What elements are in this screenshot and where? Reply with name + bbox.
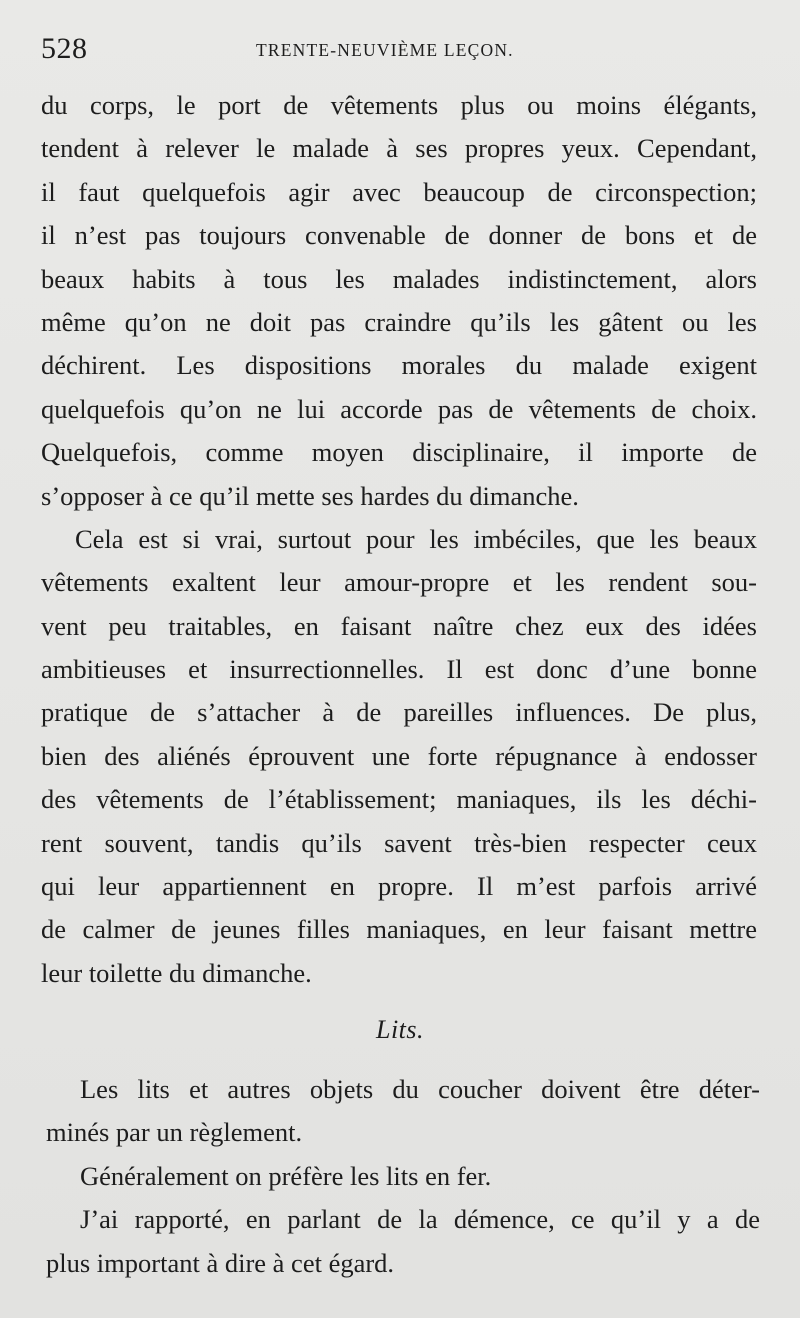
page-number: 528 xyxy=(41,32,88,65)
text-line: il n’est pas toujours convenable de donner de bons et de xyxy=(41,220,757,251)
text-line: tendent à relever le malade à ses propres yeux. Cependant, xyxy=(41,133,757,164)
text-line: ambitieuses et insurrectionnelles. Il est donc d’une bonne xyxy=(41,654,757,685)
text-line: du corps, le port de vêtements plus ou moins élégants, xyxy=(41,90,757,120)
section-heading: Lits. xyxy=(375,1015,425,1044)
text-line: Quelquefois, comme moyen disciplinaire, il importe de xyxy=(41,437,757,468)
text-line: même qu’on ne doit pas craindre qu’ils les gâtent ou les xyxy=(41,306,757,337)
text-line: déchirent. Les dispositions morales du malade exigent xyxy=(41,350,757,381)
section-text xyxy=(46,1068,760,1285)
text-line: beaux habits à tous les malades indistinctement, alors xyxy=(41,263,757,294)
text-line: Les lits et autres objets du coucher doivent être déter- xyxy=(80,1074,760,1104)
text-line: qui leur appartiennent en propre. Il m’est parfois arrivé xyxy=(41,871,757,902)
text-line: J’ai rapporté, en parlant de la démence, ce qu’il y a de xyxy=(80,1204,760,1235)
text-line: s’opposer à ce qu’il mette ses hardes du dimanche. xyxy=(41,480,579,511)
text-line: pratique de s’attacher à de pareilles influences. De plus, xyxy=(41,697,757,728)
text-line: plus important à dire à cet égard. xyxy=(46,1247,395,1278)
running-head: TRENTE-NEUVIÈME LEÇON. xyxy=(256,40,514,60)
text-line: de calmer de jeunes filles maniaques, en leur faisant mettre xyxy=(41,914,757,945)
text-line: quelquefois qu’on ne lui accorde pas de vêtements de choix. xyxy=(41,393,757,424)
main-text xyxy=(41,84,757,995)
text-line: vêtements exaltent leur amour-propre et les rendent sou- xyxy=(41,567,757,598)
text-line: bien des aliénés éprouvent une forte répugnance à endosser xyxy=(41,740,757,771)
text-line: Cela est si vrai, surtout pour les imbéciles, que les beaux xyxy=(75,523,757,554)
text-line: vent peu traitables, en faisant naître chez eux des idées xyxy=(41,610,757,641)
text-line: rent souvent, tandis qu’ils savent très-bien respecter ceux xyxy=(41,827,757,858)
text-line: leur toilette du dimanche. xyxy=(41,957,312,988)
text-line: des vêtements de l’établissement; maniaques, ils les déchi- xyxy=(41,784,757,815)
text-line: Généralement on préfère les lits en fer. xyxy=(80,1160,492,1191)
text-line: minés par un règlement. xyxy=(46,1117,303,1148)
page-header xyxy=(41,32,759,72)
text-line: il faut quelquefois agir avec beaucoup de circonspection; xyxy=(41,176,757,207)
